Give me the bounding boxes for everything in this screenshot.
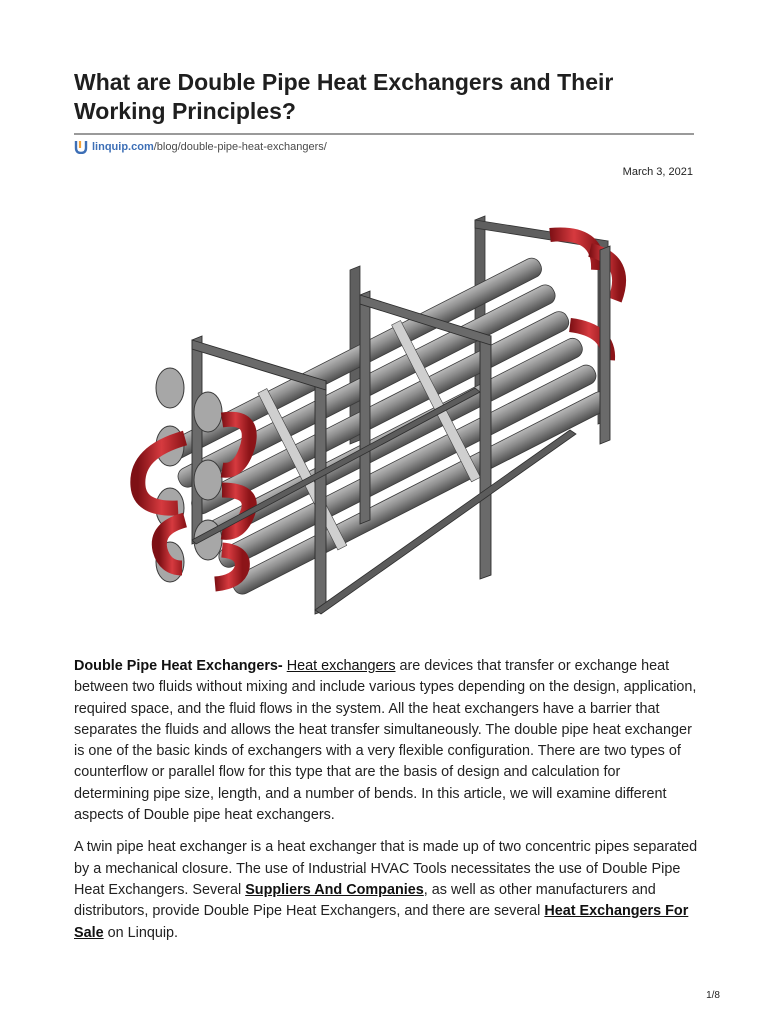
publish-date: March 3, 2021	[622, 166, 693, 178]
linquip-logo-icon	[74, 140, 88, 154]
twin-pipe-text-2: , as well as other manufacturers and distributors, provide Double Pipe Heat Exchangers, and there are several	[74, 881, 656, 920]
paragraph-twin-pipe	[74, 837, 698, 943]
title-divider	[74, 133, 694, 135]
article-title: What are Double Pipe Heat Exchangers and Their Working Principles?	[74, 69, 614, 124]
twin-pipe-text-1: A twin pipe heat exchanger is a heat exchanger that is made up of two concentric pipes separated by a mechanical closure. The use of Industrial HVAC Tools necessitates the use of Double Pipe Heat Exchangers. Several	[74, 839, 698, 898]
for-sale-link[interactable]: Heat Exchangers For Sale	[74, 903, 689, 941]
heat-exchanger-illustration	[130, 190, 640, 630]
intro-lead: Double Pipe Heat Exchangers-	[74, 658, 287, 674]
page-number: 1/8	[706, 990, 720, 1001]
source-domain[interactable]: linquip.com	[92, 141, 154, 153]
source-url[interactable]	[74, 140, 327, 154]
twin-pipe-text-3: on Linquip.	[103, 924, 179, 941]
article-body	[74, 656, 698, 955]
heat-exchangers-link[interactable]: Heat exchangers	[286, 658, 396, 674]
intro-text: are devices that transfer or exchange heat between two fluids without mixing and include various types depending on the design, application, required space, and the fluid flows in the system. All the heat exchangers have a barrier that separates the fluids and allows the heat transfer simultaneously. The double pipe heat exchanger is one of the basic kinds of exchangers with a very flexible configuration. There are two types of counterflow or parallel flow for this type that are the basis of design and calculation for determining pipe size, length, and a number of bends. In this article, we will examine different aspects of Double pipe heat exchangers.	[74, 658, 697, 824]
paragraph-intro	[74, 656, 698, 826]
source-path[interactable]: /blog/double-pipe-heat-exchangers/	[153, 141, 327, 153]
suppliers-link[interactable]: Suppliers And Companies	[245, 881, 424, 898]
